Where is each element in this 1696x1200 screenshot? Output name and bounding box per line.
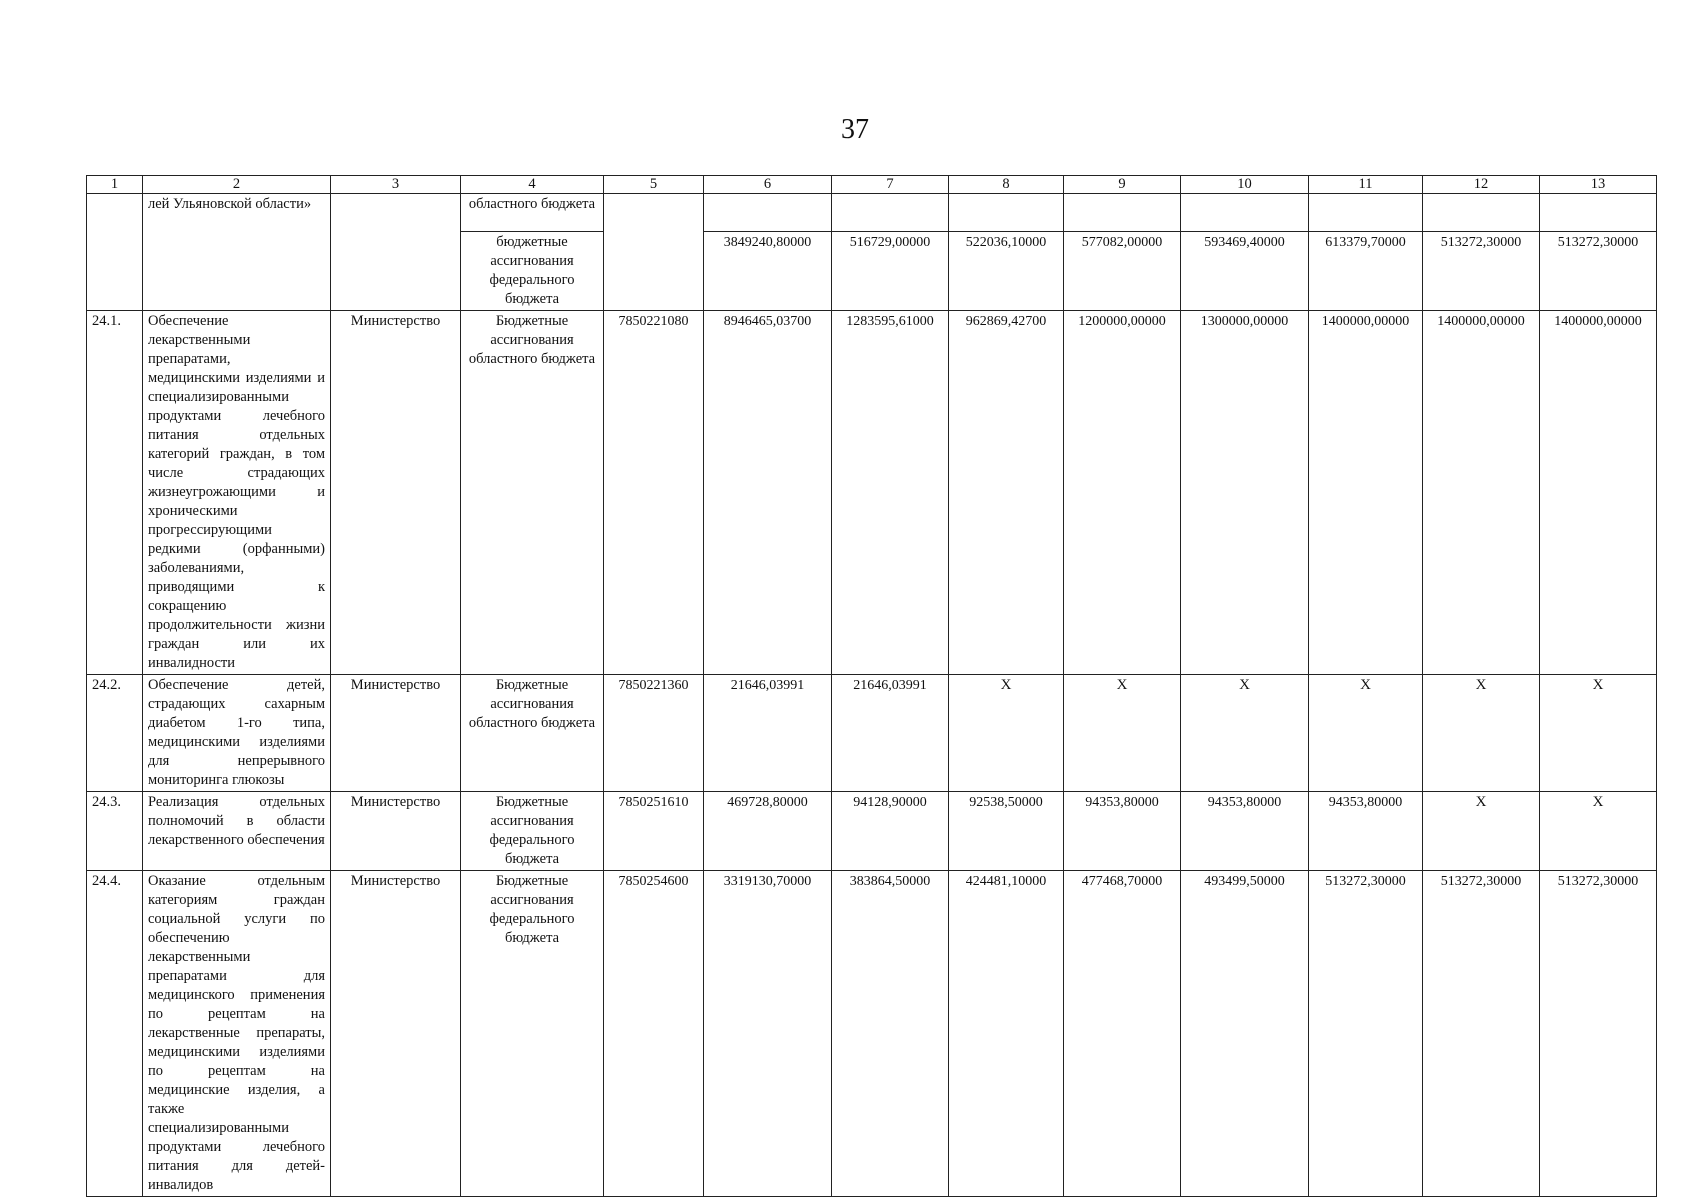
value-cell: 383864,50000: [832, 871, 949, 1197]
column-number: 3: [331, 176, 461, 194]
value-cell: X: [1181, 675, 1309, 792]
row-number-cell: 24.2.: [87, 675, 143, 792]
value-cell: 3319130,70000: [704, 871, 832, 1197]
value-cell: 513272,30000: [1423, 232, 1540, 311]
column-number: 7: [832, 176, 949, 194]
column-number: 4: [461, 176, 604, 194]
column-number: 13: [1540, 176, 1657, 194]
value-cell: 613379,70000: [1309, 232, 1423, 311]
page-number: 37: [841, 114, 869, 145]
table-row: [87, 675, 1657, 792]
value-cell: 94353,80000: [1181, 792, 1309, 871]
value-cell: 577082,00000: [1064, 232, 1181, 311]
code-cell: 7850221360: [604, 675, 704, 792]
column-number: 5: [604, 176, 704, 194]
value-cell: 94353,80000: [1064, 792, 1181, 871]
description-cell: Обеспечение детей, страдающих сахарным диабетом 1-го типа, медицинскими изделиями для непрерывного мониторинга глюкозы: [143, 675, 331, 792]
value-cell: X: [1540, 675, 1657, 792]
value-cell: X: [1423, 792, 1540, 871]
value-cell: 1400000,00000: [1309, 311, 1423, 675]
executor-cell: Министерство: [331, 871, 461, 1197]
table-row: [87, 871, 1657, 1197]
column-number: 12: [1423, 176, 1540, 194]
value-cell: 94353,80000: [1309, 792, 1423, 871]
value-cell: 962869,42700: [949, 311, 1064, 675]
table-row: [87, 792, 1657, 871]
table-row: [87, 311, 1657, 675]
row-number-cell: [87, 194, 143, 311]
code-cell: 7850251610: [604, 792, 704, 871]
value-cell: [1423, 194, 1540, 232]
value-cell: 513272,30000: [1309, 871, 1423, 1197]
code-cell: 7850254600: [604, 871, 704, 1197]
funding-source-cell: областного бюджета: [461, 194, 604, 232]
funding-source-cell: Бюджетные ассигнования федерального бюджета: [461, 792, 604, 871]
value-cell: 493499,50000: [1181, 871, 1309, 1197]
funding-source-cell: бюджетные ассигнования федерального бюджета: [461, 232, 604, 311]
column-number: 6: [704, 176, 832, 194]
value-cell: 21646,03991: [832, 675, 949, 792]
column-number: 1: [87, 176, 143, 194]
value-cell: 3849240,80000: [704, 232, 832, 311]
value-cell: [1181, 194, 1309, 232]
value-cell: X: [949, 675, 1064, 792]
executor-cell: Министерство: [331, 311, 461, 675]
column-number: 10: [1181, 176, 1309, 194]
budget-table: [86, 175, 1657, 1197]
value-cell: X: [1309, 675, 1423, 792]
value-cell: [1064, 194, 1181, 232]
code-cell: 7850221080: [604, 311, 704, 675]
value-cell: 513272,30000: [1540, 232, 1657, 311]
value-cell: 1283595,61000: [832, 311, 949, 675]
row-number-cell: 24.4.: [87, 871, 143, 1197]
value-cell: [949, 194, 1064, 232]
value-cell: 513272,30000: [1423, 871, 1540, 1197]
funding-source-cell: Бюджетные ассигнования федерального бюджета: [461, 871, 604, 1197]
executor-cell: Министерство: [331, 675, 461, 792]
funding-source-cell: Бюджетные ассигнования областного бюджета: [461, 675, 604, 792]
value-cell: 1200000,00000: [1064, 311, 1181, 675]
value-cell: 1400000,00000: [1540, 311, 1657, 675]
value-cell: 522036,10000: [949, 232, 1064, 311]
value-cell: [704, 194, 832, 232]
column-number: 8: [949, 176, 1064, 194]
description-cell: Оказание отдельным категориям граждан социальной услуги по обеспечению лекарственными препаратами для медицинского применения по рецептам на лекарственные препараты, медицинскими изделиями по рецептам на медицинские изделия, а также специализированными продуктами лечебного питания для детей-инвалидов: [143, 871, 331, 1197]
value-cell: X: [1423, 675, 1540, 792]
column-number: 2: [143, 176, 331, 194]
executor-cell: [331, 194, 461, 311]
value-cell: 424481,10000: [949, 871, 1064, 1197]
value-cell: 477468,70000: [1064, 871, 1181, 1197]
description-cell: лей Ульяновской области»: [143, 194, 331, 311]
value-cell: 8946465,03700: [704, 311, 832, 675]
value-cell: [1309, 194, 1423, 232]
column-number: 11: [1309, 176, 1423, 194]
value-cell: X: [1540, 792, 1657, 871]
description-cell: Реализация отдельных полномочий в области лекарственного обеспечения: [143, 792, 331, 871]
value-cell: 21646,03991: [704, 675, 832, 792]
value-cell: 1300000,00000: [1181, 311, 1309, 675]
value-cell: [832, 194, 949, 232]
row-number-cell: 24.1.: [87, 311, 143, 675]
row-number-cell: 24.3.: [87, 792, 143, 871]
value-cell: 469728,80000: [704, 792, 832, 871]
value-cell: 516729,00000: [832, 232, 949, 311]
description-cell: Обеспечение лекарственными препаратами, медицинскими изделиями и специализированными продуктами лечебного питания отдельных категорий граждан, в том числе страдающих жизнеугрожающими и хроническими прогрессирующими редкими (орфанными) заболеваниями, приводящими к сокращению продолжительности жизни граждан или их инвалидности: [143, 311, 331, 675]
value-cell: 513272,30000: [1540, 871, 1657, 1197]
value-cell: 1400000,00000: [1423, 311, 1540, 675]
column-number: 9: [1064, 176, 1181, 194]
continuation-row: [87, 194, 1657, 232]
value-cell: [1540, 194, 1657, 232]
column-number-row: [87, 176, 1657, 194]
value-cell: 94128,90000: [832, 792, 949, 871]
value-cell: X: [1064, 675, 1181, 792]
code-cell: [604, 194, 704, 311]
value-cell: 593469,40000: [1181, 232, 1309, 311]
funding-source-cell: Бюджетные ассигнования областного бюджета: [461, 311, 604, 675]
value-cell: 92538,50000: [949, 792, 1064, 871]
executor-cell: Министерство: [331, 792, 461, 871]
